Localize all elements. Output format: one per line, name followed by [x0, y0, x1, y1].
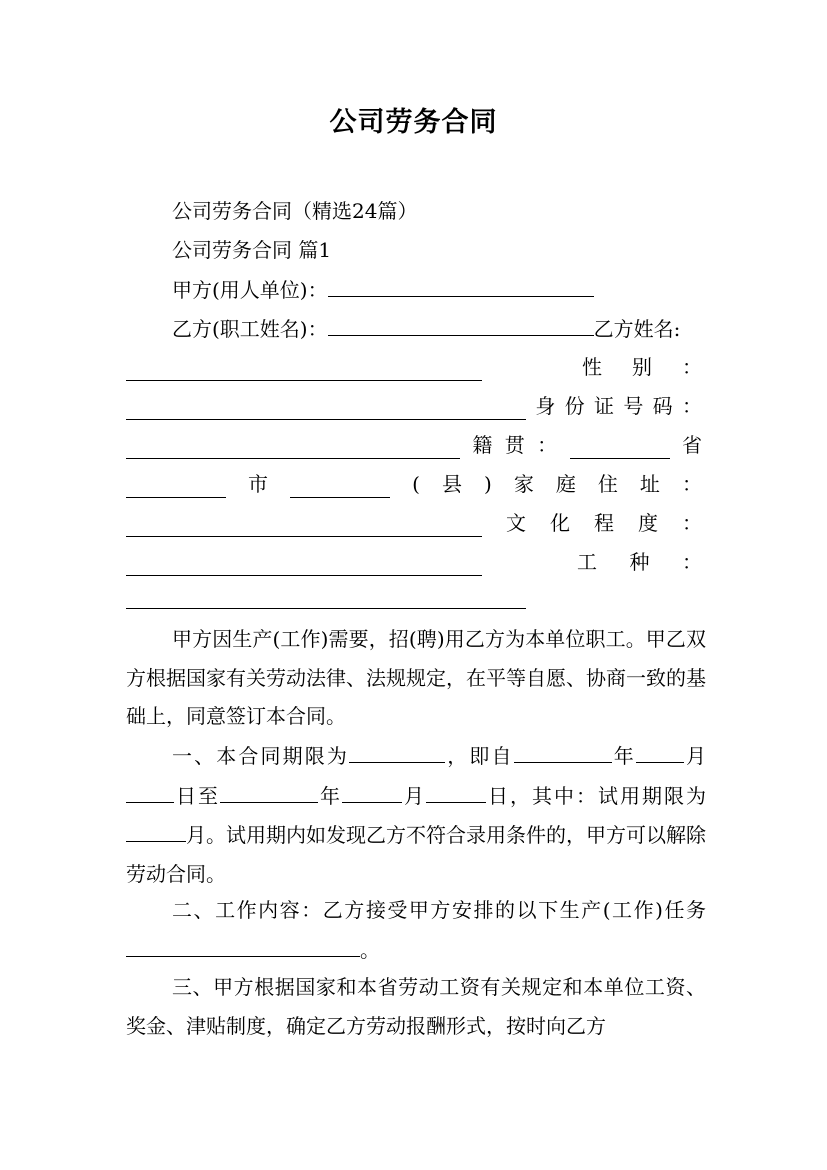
clause-1-text-g: 月	[402, 783, 426, 808]
id-char-5: 码	[652, 394, 673, 418]
education-row	[126, 504, 702, 542]
name-blank[interactable]	[126, 354, 482, 381]
work-content-blank[interactable]	[126, 930, 360, 957]
education-char-1: 文	[506, 511, 526, 535]
address-row	[126, 465, 702, 503]
clause-2-text-b: 。	[360, 937, 380, 962]
city-blank[interactable]	[290, 471, 390, 498]
clause-1-text-e: 日至	[174, 783, 220, 808]
job-blank[interactable]	[126, 582, 526, 609]
county-close: )	[483, 472, 492, 496]
address-colon: ：	[681, 472, 702, 496]
clause-1-text-d: 月	[683, 744, 707, 768]
job-row	[126, 543, 702, 581]
end-year-blank[interactable]	[220, 776, 318, 803]
address-char-2: 庭	[555, 472, 576, 496]
id-char-1: 身	[535, 394, 556, 418]
province-blank[interactable]	[570, 432, 670, 459]
section-heading: 公司劳务合同 篇1	[172, 238, 332, 262]
party-b-name-label: 乙方姓名:	[593, 317, 681, 341]
province-label: 省	[681, 433, 702, 457]
education-char-4: 度	[638, 511, 658, 535]
clause-2	[126, 891, 706, 969]
address-char-3: 住	[597, 472, 618, 496]
county-char: 县	[441, 472, 462, 496]
native-char-2: 贯	[504, 433, 525, 457]
clause-2-text-a: 二、工作内容：乙方接受甲方安排的以下生产(工作)任务	[172, 898, 706, 922]
start-day-blank[interactable]	[126, 776, 174, 803]
job-char-1: 工	[577, 550, 597, 574]
id-colon: ：	[681, 394, 702, 418]
job-colon: ：	[682, 550, 702, 574]
document-title: 公司劳务合同	[329, 107, 498, 138]
end-month-blank[interactable]	[342, 776, 402, 803]
native-char-1: 籍	[472, 433, 493, 457]
intro-paragraph: 甲方因生产(工作)需要，招(聘)用乙方为本单位职工。甲乙双方根据国家有关劳动法律、法规规定，在平等自愿、协商一致的基础上，同意签订本合同。	[126, 627, 706, 728]
end-day-blank[interactable]	[426, 776, 486, 803]
job-blank-row	[126, 582, 702, 620]
party-a-label: 甲方(用人单位)：	[172, 278, 328, 302]
gender-char-2: 别	[632, 355, 652, 379]
county-open: (	[412, 472, 420, 496]
education-char-2: 化	[550, 511, 570, 535]
clause-1-text-i: 月。试用期内如发现乙方不符合录用条件的，甲方可以解除劳动合同。	[126, 823, 706, 886]
gender-row	[126, 348, 702, 386]
education-char-3: 程	[594, 511, 614, 535]
address-blank[interactable]	[126, 510, 482, 537]
id-row	[126, 387, 702, 425]
clause-1-text-h: 日，其中：试用期限为	[486, 783, 706, 808]
start-year-blank[interactable]	[514, 736, 612, 763]
native-row	[126, 426, 702, 464]
id-char-3: 证	[593, 394, 614, 418]
start-month-blank[interactable]	[636, 736, 684, 763]
party-b-label: 乙方(职工姓名)：	[172, 317, 328, 341]
native-colon: ：	[537, 433, 558, 457]
probation-blank[interactable]	[126, 815, 186, 842]
clause-1-text-a: 一、本合同期限为	[172, 744, 350, 768]
gender-blank[interactable]	[126, 393, 526, 420]
party-a-blank[interactable]	[328, 270, 594, 297]
education-colon: ：	[682, 511, 702, 535]
address-char-1: 家	[513, 472, 534, 496]
clause-1	[126, 736, 706, 893]
job-char-2: 种	[629, 550, 650, 574]
city-label: 市	[248, 472, 269, 496]
clause-1-text-c: 年	[611, 744, 636, 768]
party-b-row	[172, 309, 712, 347]
id-char-2: 份	[564, 394, 585, 418]
address-char-4: 址	[639, 472, 660, 496]
gender-char-1: 性	[582, 355, 602, 379]
id-char-4: 号	[623, 394, 644, 418]
clause-3: 三、甲方根据国家和本省劳动工资有关规定和本单位工资、奖金、津贴制度，确定乙方劳动报酬形式，按时向乙方	[126, 975, 706, 1038]
party-a-row	[172, 270, 712, 308]
clause-1-text-b: ，即自	[445, 744, 514, 768]
gender-colon: ：	[682, 355, 702, 379]
id-blank[interactable]	[126, 432, 460, 459]
party-b-blank[interactable]	[328, 309, 594, 336]
education-blank[interactable]	[126, 549, 482, 576]
term-blank[interactable]	[349, 736, 445, 763]
city-prefix-blank[interactable]	[126, 471, 226, 498]
subtitle: 公司劳务合同（精选24篇）	[172, 199, 418, 223]
clause-1-text-f: 年	[318, 783, 342, 808]
